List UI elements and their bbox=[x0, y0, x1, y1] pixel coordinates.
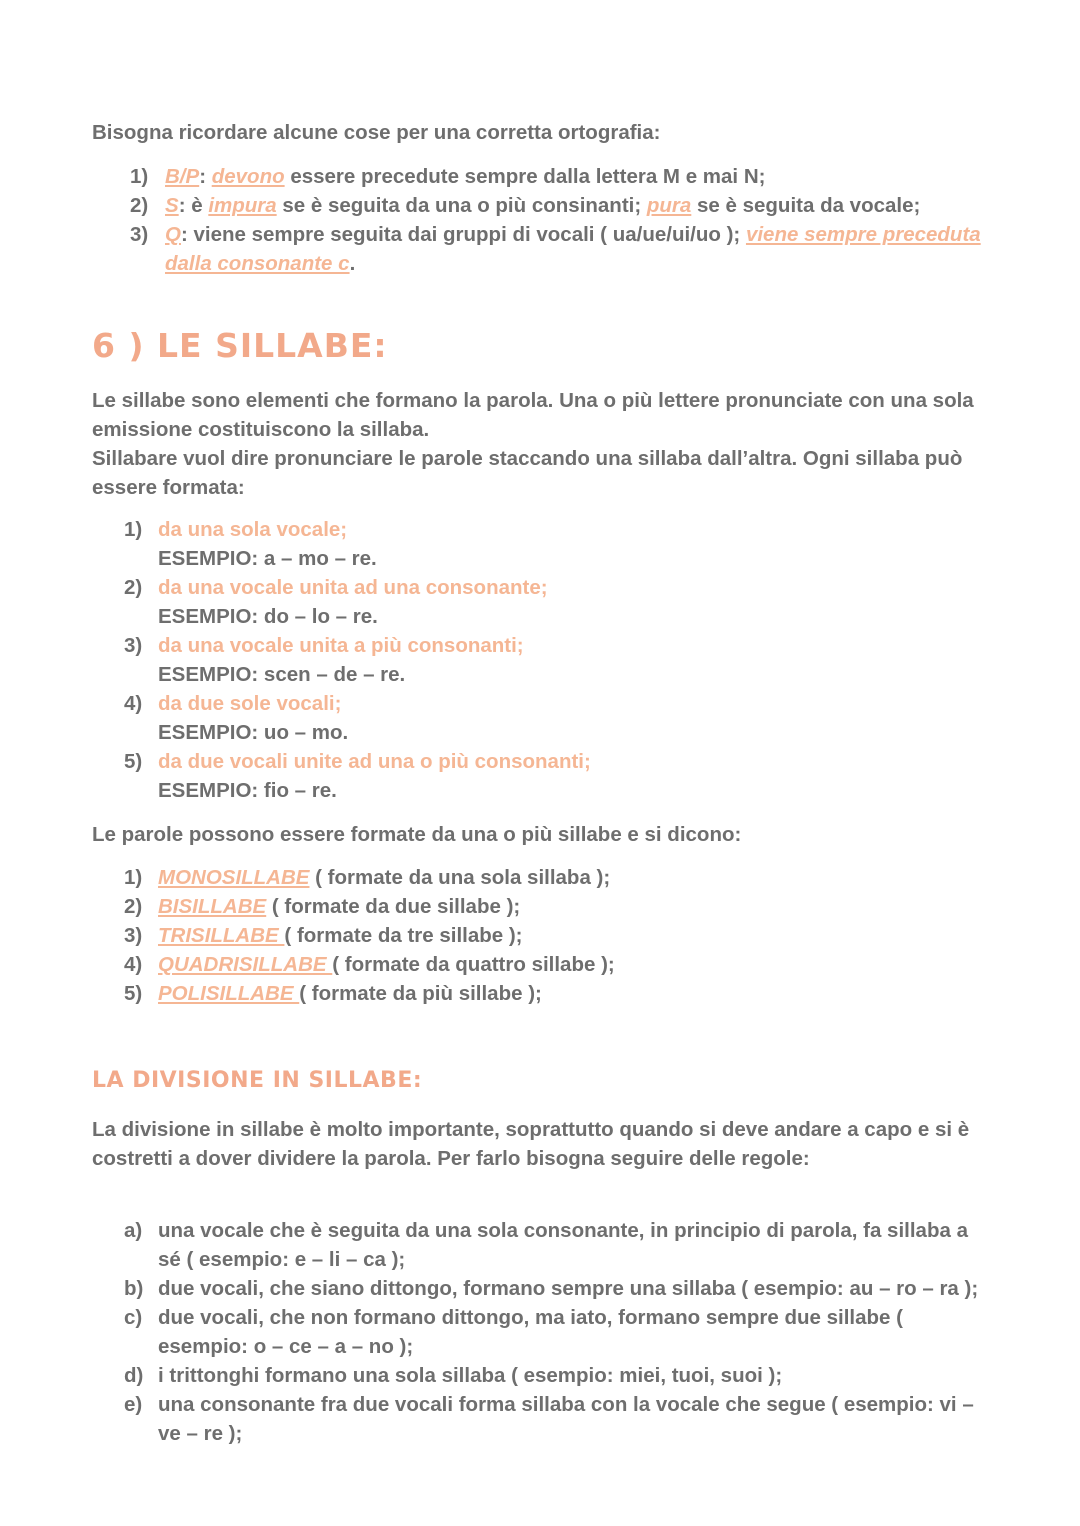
subsection-title: LA DIVISIONE IN SILLABE: bbox=[92, 1068, 423, 1093]
list-item: 2) da una vocale unita ad una consonante; ESEMPIO: do – lo – re. bbox=[124, 573, 984, 631]
list-item: e) una consonante fra due vocali forma sillaba con la vocale che segue ( esempio: vi – ve – re ); bbox=[124, 1393, 974, 1445]
list-item: 1) MONOSILLABE ( formate da una sola sillaba ); bbox=[124, 866, 611, 889]
term-consonante-c: viene sempre preceduta dalla consonante c bbox=[165, 223, 981, 275]
list-item: 2) BISILLABE ( formate da due sillabe ); bbox=[124, 895, 521, 918]
orthography-rules-list bbox=[130, 162, 990, 278]
formation-example: ESEMPIO: fio – re. bbox=[158, 779, 337, 802]
intro-text: Bisogna ricordare alcune cose per una corretta ortografia: bbox=[92, 121, 661, 144]
syllables-intro-2: Sillabare vuol dire pronunciare le parole staccando una sillaba dall’altra. Ogni sillaba può essere formata: bbox=[92, 447, 963, 499]
term-polisillabe: POLISILLABE bbox=[158, 982, 300, 1005]
formation-example: ESEMPIO: a – mo – re. bbox=[158, 547, 377, 570]
list-item: 4) QUADRISILLABE ( formate da quattro sillabe ); bbox=[124, 953, 615, 976]
formation-example: ESEMPIO: do – lo – re. bbox=[158, 605, 378, 628]
term-devono: devono bbox=[211, 165, 285, 188]
term-quadrisillabe: QUADRISILLABE bbox=[158, 953, 333, 976]
term-impura: impura bbox=[208, 194, 277, 217]
division-rules-list bbox=[124, 1216, 996, 1448]
list-item: 3) TRISILLABE ( formate da tre sillabe ); bbox=[124, 924, 523, 947]
formation-example: ESEMPIO: uo – mo. bbox=[158, 721, 349, 744]
term-s: S bbox=[165, 194, 179, 217]
term-pura: pura bbox=[646, 194, 692, 217]
list-item: c) due vocali, che non formano dittongo, ma iato, formano sempre due sillabe ( esempio: o – ce – a – no ); bbox=[124, 1306, 903, 1358]
formation-label: da due sole vocali; bbox=[158, 692, 342, 715]
term-bisillabe: BISILLABE bbox=[158, 895, 267, 918]
formation-label: da due vocali unite ad una o più consonanti; bbox=[158, 750, 591, 773]
formation-label: da una vocale unita ad una consonante; bbox=[158, 576, 548, 599]
list-item: 1) da una sola vocale; ESEMPIO: a – mo – re. bbox=[124, 515, 984, 573]
list-item: 3) da una vocale unita a più consonanti; ESEMPIO: scen – de – re. bbox=[124, 631, 984, 689]
syllable-formation-list bbox=[124, 515, 984, 805]
list-item: 3) Q: viene sempre seguita dai gruppi di vocali ( ua/ue/ui/uo ); viene sempre preceduta dalla consonante c. bbox=[130, 223, 981, 275]
term-trisillabe: TRISILLABE bbox=[158, 924, 285, 947]
syllables-intro-1: Le sillabe sono elementi che formano la parola. Una o più lettere pronunciate con una sola emissione costituiscono la sillaba. bbox=[92, 389, 974, 441]
list-item: d) i trittonghi formano una sola sillaba ( esempio: miei, tuoi, suoi ); bbox=[124, 1364, 783, 1387]
list-item: 1) B/P: devono essere precedute sempre dalla lettera M e mai N; bbox=[130, 165, 766, 188]
word-types-list bbox=[124, 863, 984, 1008]
list-item: 2) S: è impura se è seguita da una o più consinanti; pura se è seguita da vocale; bbox=[130, 194, 921, 217]
division-intro: La divisione in sillabe è molto importante, soprattutto quando si deve andare a capo e si è costretti a dover dividere la parola. Per farlo bisogna seguire delle regole: bbox=[92, 1118, 970, 1170]
formation-label: da una sola vocale; bbox=[158, 518, 348, 541]
list-item: 4) da due sole vocali; ESEMPIO: uo – mo. bbox=[124, 689, 984, 747]
formation-example: ESEMPIO: scen – de – re. bbox=[158, 663, 406, 686]
words-intro: Le parole possono essere formate da una o più sillabe e si dicono: bbox=[92, 823, 742, 846]
section-title: 6 ) LE SILLABE: bbox=[92, 326, 388, 365]
list-item: 5) da due vocali unite ad una o più consonanti; ESEMPIO: fio – re. bbox=[124, 747, 984, 805]
term-bp: B/P bbox=[165, 165, 200, 188]
formation-label: da una vocale unita a più consonanti; bbox=[158, 634, 524, 657]
list-item: b) due vocali, che siano dittongo, formano sempre una sillaba ( esempio: au – ro – ra ); bbox=[124, 1277, 979, 1300]
list-item: a) una vocale che è seguita da una sola consonante, in principio di parola, fa sillaba a sé ( esempio: e – li – ca ); bbox=[124, 1219, 968, 1271]
term-q: Q bbox=[165, 223, 181, 246]
term-monosillabe: MONOSILLABE bbox=[158, 866, 310, 889]
list-item: 5) POLISILLABE ( formate da più sillabe ); bbox=[124, 982, 542, 1005]
